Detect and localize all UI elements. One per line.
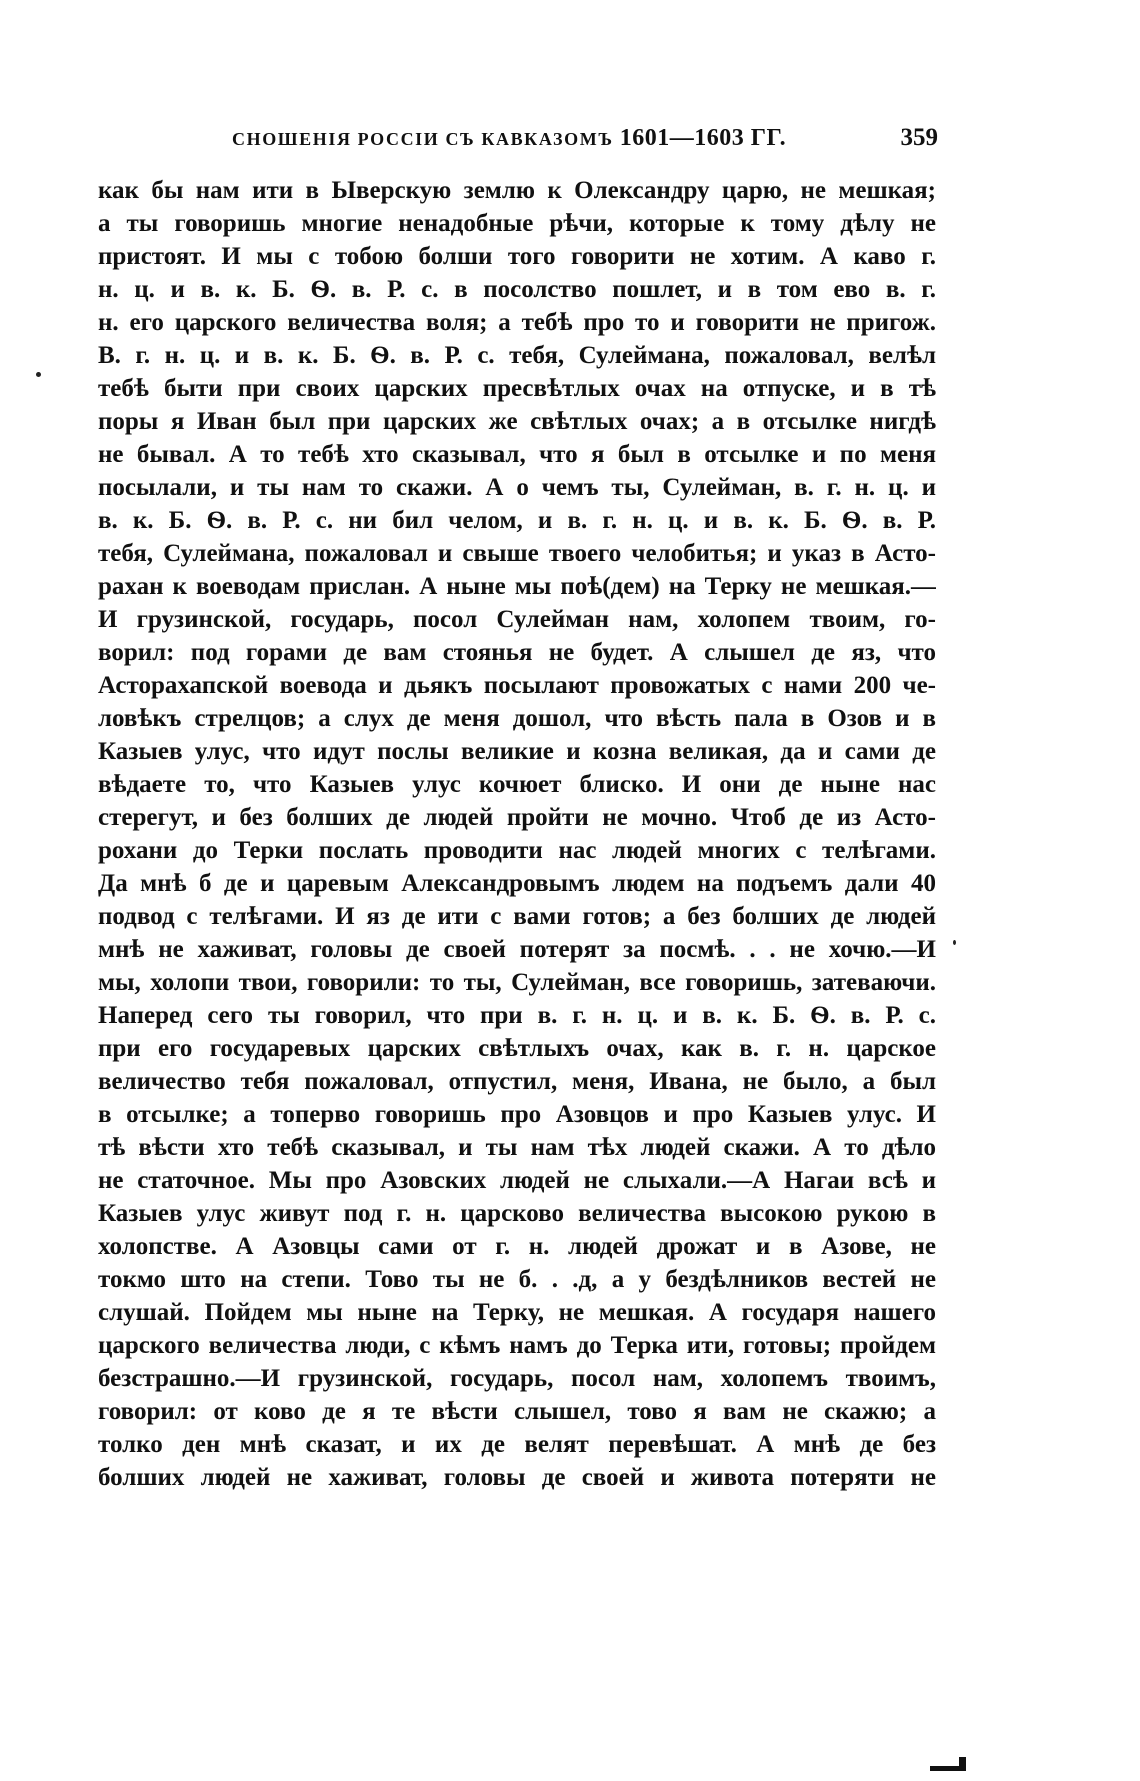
text-line: ловѣкъ стрелцов; а слух де меня дошол, что вѣсть пала в Озов и в (98, 705, 936, 732)
text-line: пристоят. И мы с тобою болши того говорити не хотим. А каво г. (98, 243, 936, 270)
text-line: в. к. Б. Ѳ. в. Р. с. ни бил челом, и в. г. н. ц. и в. к. Б. Ѳ. в. Р. (98, 507, 936, 534)
text-line: толко ден мнѣ сказат, и их де велят перевѣшат. А мнѣ де без (98, 1431, 936, 1458)
running-title (232, 125, 786, 152)
ink-speck (36, 372, 41, 377)
text-line: болших людей не хаживат, головы де своей и живота потеряти не (98, 1464, 936, 1491)
text-line: мнѣ не хаживат, головы де своей потерят за посмѣ. . . не хочю.—И (98, 936, 936, 963)
scan-edge-mark (930, 1766, 966, 1771)
running-title-years: 1601—1603 ГГ. (619, 125, 787, 151)
text-line: н. ц. и в. к. Б. Ѳ. в. Р. с. в посолство пошлет, и в том ево в. г. (98, 276, 936, 303)
text-line: рахан к воеводам прислан. А ныне мы поѣ(дем) на Терку не мешкая.— (98, 573, 936, 600)
text-line: слушай. Пойдем мы ныне на Терку, не мешкая. А государя нашего (98, 1299, 936, 1326)
body-text (98, 174, 936, 1494)
text-line: ворил: под горами де вам стоянья не будет. А слышел де яз, что (98, 639, 936, 666)
text-line: мы, холопи твои, говорили: то ты, Сулейман, все говоришь, затеваючи. (98, 969, 936, 996)
text-line: холопстве. А Азовцы сами от г. н. людей дрожат и в Азове, не (98, 1233, 936, 1260)
text-line: рохани до Терки послать проводити нас людей многих с телѣгами. (98, 837, 936, 864)
text-line: И грузинской, государь, посол Сулейман нам, холопем твоим, го- (98, 606, 936, 633)
text-line: Да мнѣ б де и царевым Александровымъ людем на подъемъ дали 40 (98, 870, 936, 897)
text-line: В. г. н. ц. и в. к. Б. Ѳ. в. Р. с. тебя, Сулеймана, пожаловал, велѣл (98, 342, 936, 369)
text-line: не статочное. Мы про Азовских людей не слыхали.—А Нагаи всѣ и (98, 1167, 936, 1194)
text-line: говорил: от ково де я те вѣсти слышел, тово я вам не скажю; а (98, 1398, 936, 1425)
text-line: поры я Иван был при царских же свѣтлых очах; а в отсылке нигдѣ (98, 408, 936, 435)
text-line: в отсылке; а топерво говоришь про Азовцов и про Казыев улус. И (98, 1101, 936, 1128)
text-line: тебя, Сулеймана, пожаловал и свыше твоего челобитья; и указ в Асто- (98, 540, 936, 567)
page-header (232, 124, 938, 154)
text-line: вѣдаете то, что Казыев улус кочюет блиско. И они де ныне нас (98, 771, 936, 798)
text-line: а ты говоришь многие ненадобные рѣчи, которые к тому дѣлу не (98, 210, 936, 237)
text-line: подвод с телѣгами. И яз де ити с вами готов; а без болших де людей (98, 903, 936, 930)
text-line: стерегут, и без болших де людей пройти не мочно. Чтоб де из Асто- (98, 804, 936, 831)
text-line: не бывал. А то тебѣ хто сказывал, что я был в отсылке и по меня (98, 441, 936, 468)
text-line: царского величества люди, с кѣмъ намъ до Терка ити, готовы; пройдем (98, 1332, 936, 1359)
text-line: тебѣ быти при своих царских пресвѣтлых очах на отпуске, и в тѣ (98, 375, 936, 402)
text-line: величество тебя пожаловал, отпустил, меня, Ивана, не было, а был (98, 1068, 936, 1095)
text-line: как бы нам ити в Ыверскую землю к Олександру царю, не мешкая; (98, 177, 936, 204)
text-line: токмо што на степи. Тово ты не б. . .д, а у бездѣлников вестей не (98, 1266, 936, 1293)
text-line: Наперед сего ты говорил, что при в. г. н. ц. и в. к. Б. Ѳ. в. Р. с. (98, 1002, 936, 1029)
page-number: 359 (900, 124, 938, 151)
ink-speck (953, 940, 956, 945)
text-line: Казыев улус живут под г. н. царсково величества высокою рукою в (98, 1200, 936, 1227)
text-line: тѣ вѣсти хто тебѣ сказывал, и ты нам тѣх людей скажи. А то дѣло (98, 1134, 936, 1161)
text-line: н. его царского величества воля; а тебѣ про то и говорити не пригож. (98, 309, 936, 336)
text-line: безстрашно.—И грузинской, государь, посол нам, холопемъ твоимъ, (98, 1365, 936, 1392)
text-line: посылали, и ты нам то скажи. А о чемъ ты, Сулейман, в. г. н. ц. и (98, 474, 936, 501)
text-line: Асторахапской воевода и дьякъ посылают провожатых с нами 200 че- (98, 672, 936, 699)
running-title-text: СНОШЕНІЯ РОССІИ СЪ КАВКАЗОМЪ (232, 129, 614, 149)
text-line: Казыев улус, что идут послы великие и козна великая, да и сами де (98, 738, 936, 765)
text-line: при его государевых царских свѣтлыхъ очах, как в. г. н. царское (98, 1035, 936, 1062)
